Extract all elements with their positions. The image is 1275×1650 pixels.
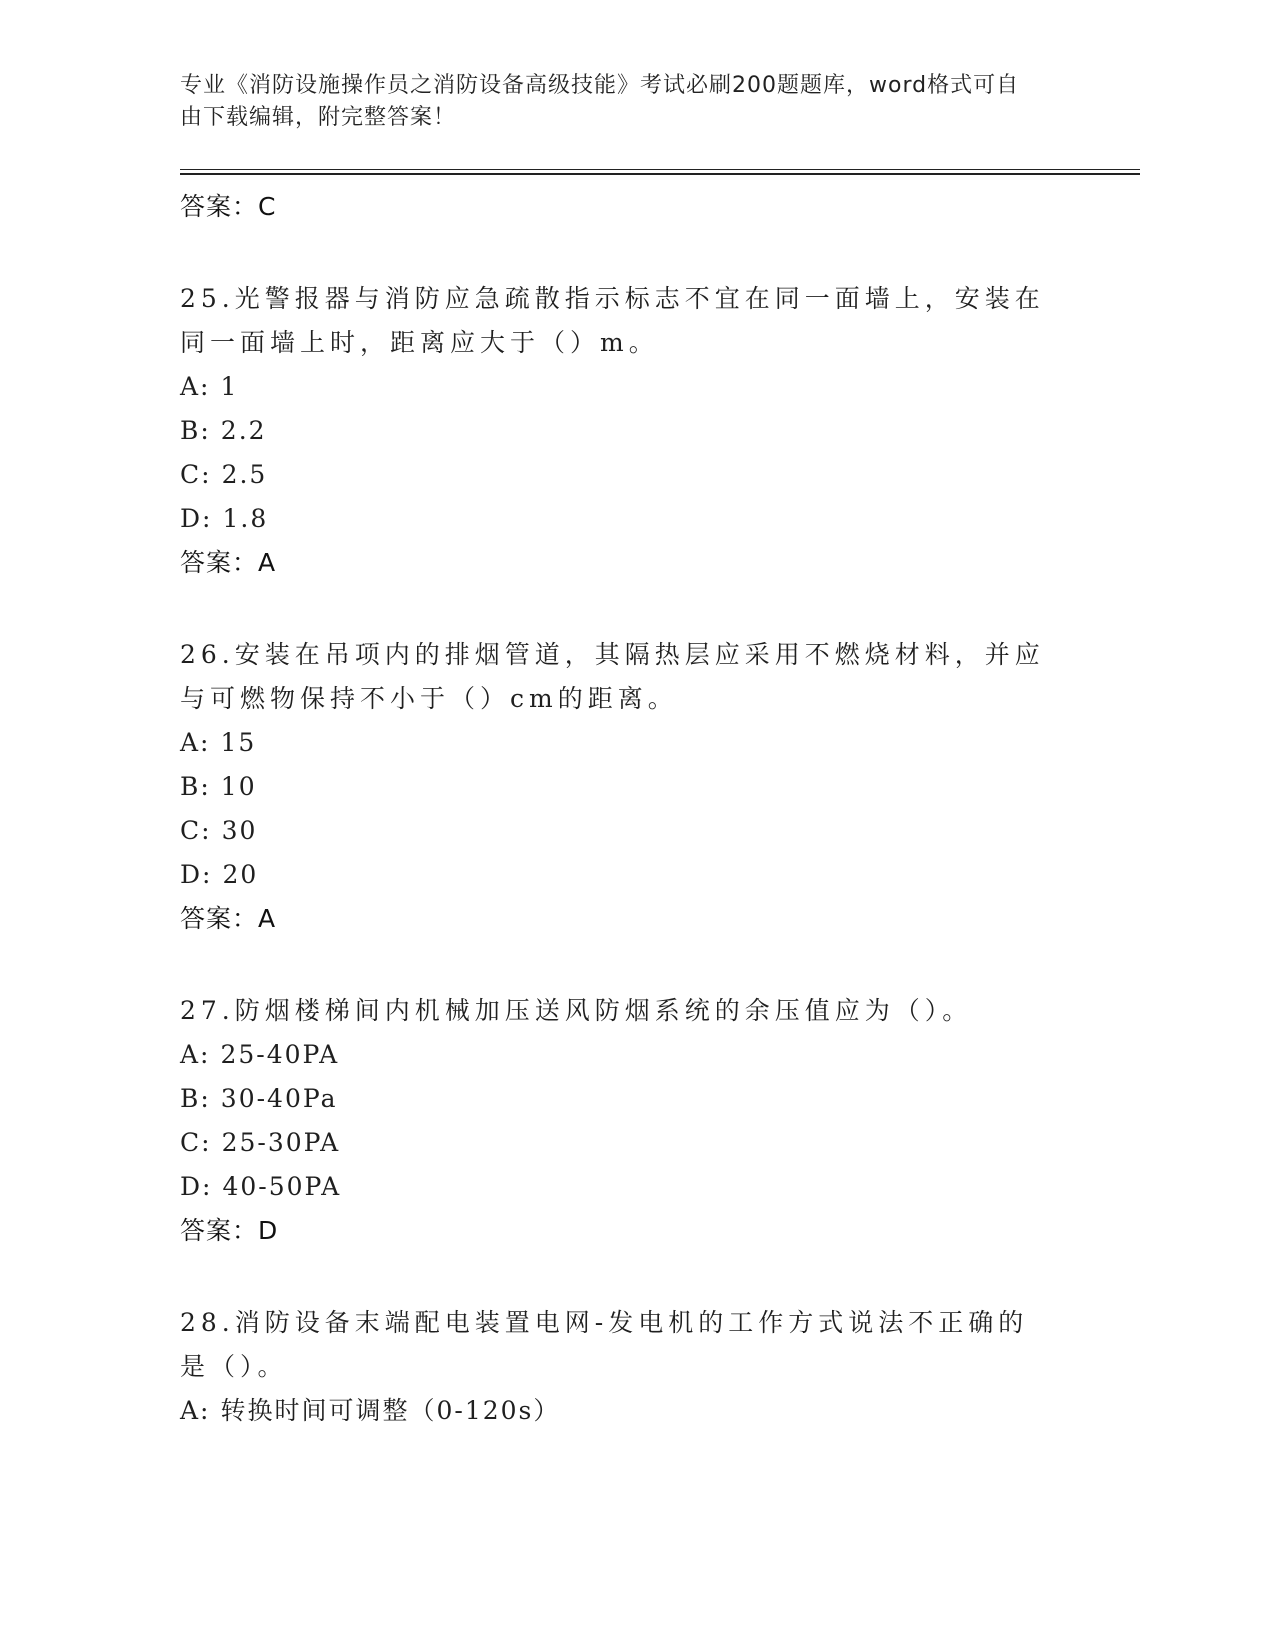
option-text: 15 bbox=[220, 728, 257, 757]
option-text: 40-50PA bbox=[222, 1172, 342, 1201]
option-text: 25-30PA bbox=[221, 1128, 341, 1157]
option-label: B: bbox=[180, 1084, 211, 1113]
option-b bbox=[180, 765, 1140, 809]
option-d bbox=[180, 853, 1140, 897]
question-27 bbox=[180, 989, 1140, 1253]
option-b bbox=[180, 409, 1140, 453]
question-28 bbox=[180, 1301, 1140, 1433]
option-text: 2.5 bbox=[221, 460, 268, 489]
option-label: A: bbox=[180, 1040, 211, 1069]
answer-line: 答案：A bbox=[180, 548, 277, 577]
option-text: 1 bbox=[220, 372, 239, 401]
document-header: 专业《消防设施操作员之消防设备高级技能》考试必刷200题题库，word格式可自由下载编辑，附完整答案！ bbox=[180, 73, 1020, 130]
option-label: D: bbox=[180, 1172, 213, 1201]
answer-line: 答案：A bbox=[180, 904, 277, 933]
option-label: A: bbox=[180, 728, 211, 757]
question-26 bbox=[180, 633, 1140, 941]
option-a bbox=[180, 721, 1140, 765]
document-page bbox=[180, 70, 1140, 1433]
question-25 bbox=[180, 277, 1140, 585]
option-text: 10 bbox=[220, 772, 257, 801]
option-label: D: bbox=[180, 504, 213, 533]
answer-line: 答案：C bbox=[180, 192, 277, 221]
option-d bbox=[180, 1165, 1140, 1209]
option-text: 1.8 bbox=[222, 504, 269, 533]
option-b bbox=[180, 1077, 1140, 1121]
option-text: 30 bbox=[221, 816, 258, 845]
option-label: A: bbox=[180, 372, 211, 401]
option-label: C: bbox=[180, 1128, 212, 1157]
option-c bbox=[180, 1121, 1140, 1165]
option-a bbox=[180, 1389, 1140, 1433]
option-text: 转换时间可调整（0-120s） bbox=[220, 1396, 561, 1425]
option-label: A: bbox=[180, 1396, 211, 1425]
question-stem: 27.防烟楼梯间内机械加压送风防烟系统的余压值应为（）。 bbox=[180, 996, 973, 1025]
option-a bbox=[180, 365, 1140, 409]
option-text: 30-40Pa bbox=[220, 1084, 338, 1113]
option-label: B: bbox=[180, 772, 211, 801]
question-stem: 25.光警报器与消防应急疏散指示标志不宜在同一面墙上，安装在同一面墙上时，距离应大于（）m。 bbox=[180, 284, 1045, 357]
question-stem: 26.安装在吊项内的排烟管道，其隔热层应采用不燃烧材料，并应与可燃物保持不小于（）cm的距离。 bbox=[180, 640, 1045, 713]
question-stem: 28.消防设备末端配电装置电网-发电机的工作方式说法不正确的是（）。 bbox=[180, 1308, 1029, 1381]
option-c bbox=[180, 809, 1140, 853]
option-c bbox=[180, 453, 1140, 497]
option-label: C: bbox=[180, 460, 212, 489]
option-a bbox=[180, 1033, 1140, 1077]
header-divider bbox=[180, 169, 1140, 175]
option-label: C: bbox=[180, 816, 212, 845]
option-text: 2.2 bbox=[220, 416, 267, 445]
option-text: 20 bbox=[222, 860, 259, 889]
option-label: D: bbox=[180, 860, 213, 889]
question-list bbox=[180, 185, 1140, 1433]
option-label: B: bbox=[180, 416, 211, 445]
option-text: 25-40PA bbox=[220, 1040, 340, 1069]
option-d bbox=[180, 497, 1140, 541]
answer-line: 答案：D bbox=[180, 1216, 279, 1245]
